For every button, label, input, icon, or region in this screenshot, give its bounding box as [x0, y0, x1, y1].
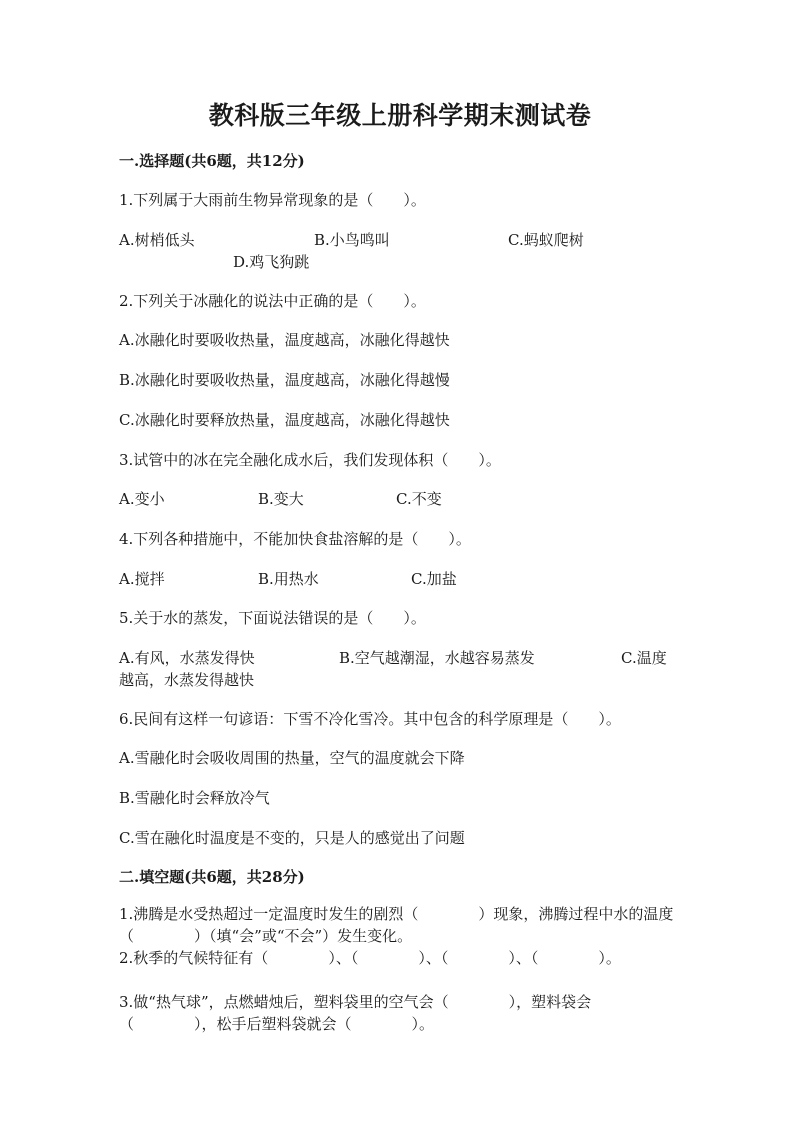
option-a: A.变小: [119, 490, 165, 508]
fill-question-2: 2.秋季的气候特征有（ ）、（ ）、（ ）、（ ）。: [119, 949, 621, 967]
section-heading-fill: 二.填空题(共6题，共28分): [119, 868, 305, 886]
option-a: A.搅拌: [119, 570, 165, 588]
option-a: A.冰融化时要吸收热量，温度越高，冰融化得越快: [119, 331, 450, 349]
option-b: B.空气越潮湿，水越容易蒸发: [339, 649, 535, 667]
question-stem: 5.关于水的蒸发，下面说法错误的是（ ）。: [119, 609, 426, 627]
section-heading-choice: 一.选择题(共6题，共12分): [119, 152, 305, 170]
page-title: 教科版三年级上册科学期末测试卷: [208, 101, 592, 130]
question-stem: 4.下列各种措施中，不能加快食盐溶解的是（ ）。: [119, 530, 471, 548]
question-stem: 3.试管中的冰在完全融化成水后，我们发现体积（ ）。: [119, 451, 501, 469]
question-stem: 6.民间有这样一句谚语：下雪不冷化雪冷。其中包含的科学原理是（ ）。: [119, 710, 621, 728]
option-c-continued: 越高，水蒸发得越快: [119, 671, 255, 689]
option-c: C.温度: [621, 649, 667, 667]
option-a: A.雪融化时会吸收周围的热量，空气的温度就会下降: [119, 749, 465, 767]
option-b: B.用热水: [258, 570, 319, 588]
fill-question-3: 3.做“热气球”，点燃蜡烛后，塑料袋里的空气会（ ），塑料袋会（ ），松手后塑料袋就会（ ）。: [119, 993, 592, 1033]
option-b: B.冰融化时要吸收热量，温度越高，冰融化得越慢: [119, 371, 450, 389]
option-b: B.雪融化时会释放冷气: [119, 789, 270, 807]
option-a: A.树梢低头: [119, 231, 195, 249]
option-a: A.有风，水蒸发得快: [119, 649, 255, 667]
option-d: D.鸡飞狗跳: [233, 253, 310, 271]
option-c: C.雪在融化时温度是不变的，只是人的感觉出了问题: [119, 829, 465, 847]
option-c: C.不变: [396, 490, 442, 508]
fill-question-1: 1.沸腾是水受热超过一定温度时发生的剧烈（ ）现象，沸腾过程中水的温度（ ）（填“会”或“不会”）发生变化。: [119, 905, 674, 945]
option-c: C.冰融化时要释放热量，温度越高，冰融化得越快: [119, 411, 450, 429]
question-stem: 1.下列属于大雨前生物异常现象的是（ ）。: [119, 191, 426, 209]
option-b: B.小鸟鸣叫: [314, 231, 390, 249]
option-b: B.变大: [258, 490, 304, 508]
option-c: C.蚂蚁爬树: [508, 231, 584, 249]
option-c: C.加盐: [411, 570, 457, 588]
question-stem: 2.下列关于冰融化的说法中正确的是（ ）。: [119, 292, 426, 310]
